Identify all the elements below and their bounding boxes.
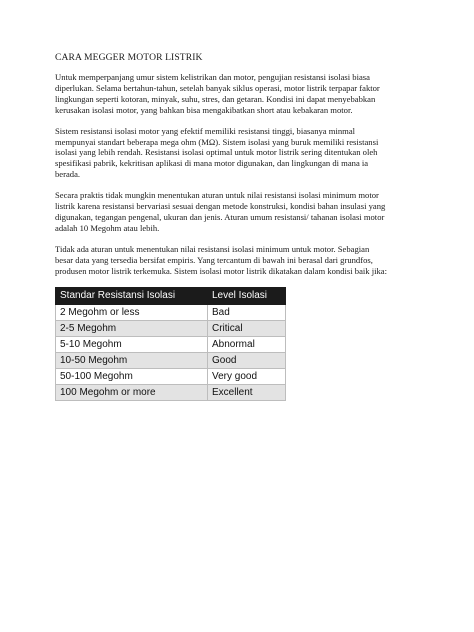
paragraph-line: Secara praktis tidak mungkin menentukan aturan untuk nilai resistansi isolasi minimum motor (55, 190, 379, 201)
table-cell: 5-10 Megohm (56, 336, 208, 352)
paragraph-2 (55, 126, 425, 181)
paragraph-line: adalah 10 Megohm atau lebih. (55, 222, 160, 233)
table-cell: Abnormal (208, 336, 286, 352)
paragraph-line: mempunyai standart beberapa mega ohm (MΩ). Sistem isolasi yang buruk memiliki resistansi (55, 136, 379, 147)
table-cell: 10-50 Megohm (56, 352, 208, 368)
paragraph-line: besar data yang tersedia bersifat empiris. Yang tercantum di bawah ini berasal dari grundfos, (55, 254, 373, 265)
table-cell: Critical (208, 320, 286, 336)
table-row (56, 352, 286, 368)
table-cell: 50-100 Megohm (56, 368, 208, 384)
table-row (56, 368, 286, 384)
paragraph-line: diperlukan. Selama bertahun-tahun, setelah banyak siklus operasi, motor listrik terpapar faktor (55, 82, 380, 93)
paragraph-line: produsen motor listrik terkemuka. Sistem isolasi motor listrik dikatakan dalam kondisi baik jika: (55, 265, 388, 276)
table-cell: Very good (208, 368, 286, 384)
table-row (56, 304, 286, 320)
table-cell: 100 Megohm or more (56, 384, 208, 400)
table-header-cell: Level Isolasi (208, 287, 286, 304)
table-cell: Excellent (208, 384, 286, 400)
table-cell: Bad (208, 304, 286, 320)
paragraph-line: spesifikasi pabrik, kekritisan aplikasi di mana motor digunakan, dan lingkungan di mana ia (55, 158, 369, 169)
paragraph-line: berada. (55, 169, 81, 180)
paragraph-line: kerusakan isolasi motor, yang bahkan bisa mengakibatkan short atau kebakaran motor. (55, 104, 353, 115)
table-row (56, 320, 286, 336)
paragraph-line: listrik karena resistansi bervariasi sesuai dengan metode konstruksi, kondisi bahan insulasi yang (55, 201, 386, 212)
table-row (56, 336, 286, 352)
paragraph-line: Sistem resistansi isolasi motor yang efektif memiliki resistansi tinggi, biasanya minmal (55, 125, 356, 136)
document-page (55, 52, 425, 401)
table-header-cell: Standar Resistansi Isolasi (56, 287, 208, 304)
table-cell: 2-5 Megohm (56, 320, 208, 336)
paragraph-1 (55, 72, 425, 116)
paragraph-3 (55, 190, 425, 234)
paragraph-4 (55, 244, 425, 277)
table-cell: 2 Megohm or less (56, 304, 208, 320)
paragraph-line: lingkungan seperti kotoran, minyak, suhu, stres, dan getaran. Kondisi ini dapat menyebabkan (55, 93, 376, 104)
table-header-row (56, 287, 286, 304)
paragraph-line: isolasi yang lebih rendah. Resistansi isolasi optimal untuk motor listrik sering ditentukan oleh (55, 147, 378, 158)
table-row (56, 384, 286, 400)
insulation-table (55, 287, 286, 401)
table-cell: Good (208, 352, 286, 368)
paragraph-line: Untuk memperpanjang umur sistem kelistrikan dan motor, pengujian resistansi isolasi biasa (55, 72, 370, 82)
paragraph-line: digunakan, tegangan pengenal, ukuran dan jenis. Aturan umum resistansi/ tahanan isolasi motor (55, 211, 385, 222)
document-title: CARA MEGGER MOTOR LISTRIK (55, 52, 203, 63)
paragraph-line: Tidak ada aturan untuk menentukan nilai resistansi isolasi minimum untuk motor. Sebagian (55, 243, 370, 254)
